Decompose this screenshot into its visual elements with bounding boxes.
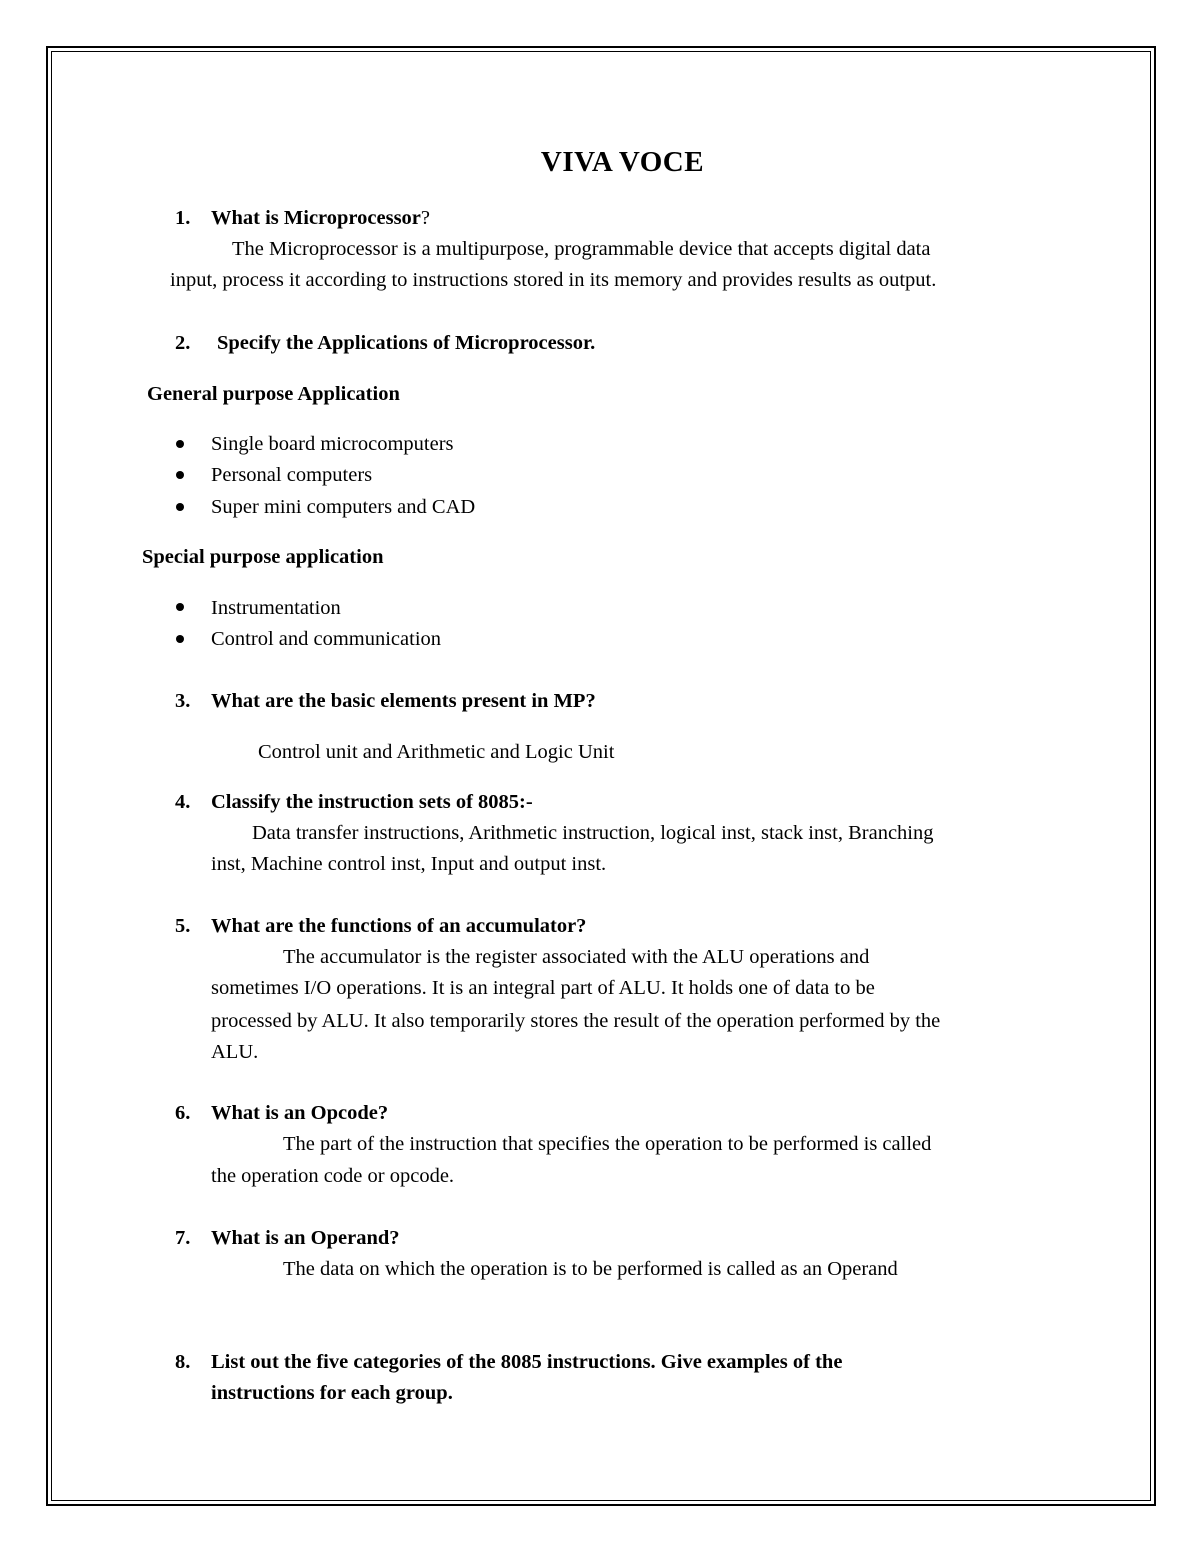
question-text: What are the basic elements present in MP?: [211, 690, 596, 712]
question-number: 3.: [175, 690, 191, 712]
answer-line: input, process it according to instructions stored in its memory and provides results as output.: [170, 269, 937, 291]
answer-line: The data on which the operation is to be performed is called as an Operand: [283, 1258, 898, 1280]
answer-line: The accumulator is the register associated with the ALU operations and: [283, 946, 870, 968]
question-text: Classify the instruction sets of 8085:-: [211, 791, 533, 813]
answer-line: Control unit and Arithmetic and Logic Unit: [258, 741, 615, 763]
answer-line: processed by ALU. It also temporarily stores the result of the operation performed by the: [211, 1010, 941, 1032]
answer-line: The part of the instruction that specifies the operation to be performed is called: [283, 1133, 932, 1155]
list-item: Personal computers: [211, 464, 373, 486]
bullet-icon: [176, 603, 184, 611]
list-item: Single board microcomputers: [211, 433, 454, 455]
answer-line: sometimes I/O operations. It is an integral part of ALU. It holds one of data to be: [211, 977, 875, 999]
bullet-icon: [176, 471, 184, 479]
question-number: 4.: [175, 791, 191, 813]
section-heading: General purpose Application: [147, 383, 400, 405]
question-number: 7.: [175, 1227, 191, 1249]
bullet-icon: [176, 635, 184, 643]
answer-line: the operation code or opcode.: [211, 1165, 455, 1187]
question-text: What is Microprocessor?: [211, 207, 431, 229]
answer-line: Data transfer instructions, Arithmetic instruction, logical inst, stack inst, Branching: [252, 822, 934, 844]
question-number: 1.: [175, 207, 191, 229]
bullet-icon: [176, 440, 184, 448]
list-item: Instrumentation: [211, 597, 341, 619]
question-number: 2.: [175, 332, 191, 354]
question-text: What is an Operand?: [211, 1227, 400, 1249]
question-text: Specify the Applications of Microprocessor.: [217, 332, 596, 354]
question-text: What are the functions of an accumulator?: [211, 915, 587, 937]
question-text: instructions for each group.: [211, 1382, 453, 1404]
question-number: 8.: [175, 1351, 191, 1373]
page-title: VIVA VOCE: [540, 146, 705, 178]
bullet-icon: [176, 503, 184, 511]
section-heading: Special purpose application: [142, 546, 384, 568]
answer-line: The Microprocessor is a multipurpose, programmable device that accepts digital data: [232, 238, 931, 260]
answer-line: inst, Machine control inst, Input and output inst.: [211, 853, 607, 875]
list-item: Super mini computers and CAD: [211, 496, 476, 518]
list-item: Control and communication: [211, 628, 442, 650]
question-number: 6.: [175, 1102, 191, 1124]
question-text: List out the five categories of the 8085 instructions. Give examples of the: [211, 1351, 843, 1373]
answer-line: ALU.: [211, 1041, 259, 1063]
question-number: 5.: [175, 915, 191, 937]
question-text: What is an Opcode?: [211, 1102, 389, 1124]
